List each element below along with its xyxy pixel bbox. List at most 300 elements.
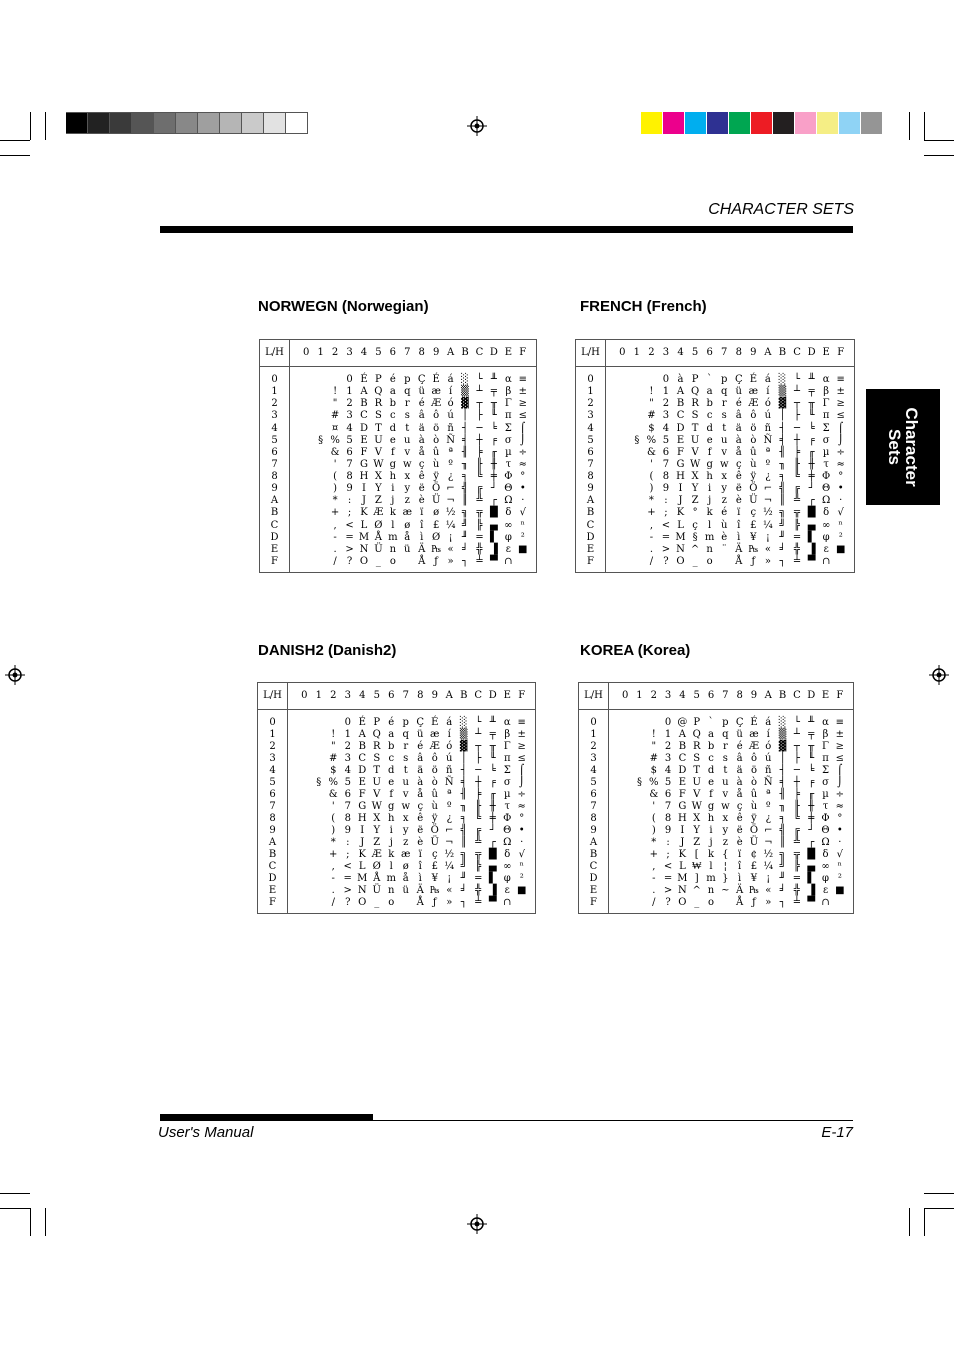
char-cell: δ [822, 849, 829, 860]
column-header: 2 [331, 347, 339, 358]
table-corner-label: L/H [258, 683, 288, 709]
table-corner-label: L/H [260, 340, 290, 366]
char-cell: 7 [662, 458, 670, 470]
char-cell: ± [836, 386, 845, 398]
char-cell: ╬ [793, 885, 800, 896]
char-cell: Å [418, 555, 426, 567]
column-header: 4 [677, 347, 684, 358]
char-cell: G [678, 801, 687, 812]
char-cell: + [330, 507, 340, 519]
char-cell: â [417, 753, 424, 764]
side-tab-label-line1: Character [902, 407, 921, 487]
char-cell: & [330, 446, 340, 458]
char-cell: ƒ [751, 555, 756, 567]
char-cell: 2 [344, 741, 351, 752]
char-cell: + [647, 507, 656, 519]
char-cell: â [736, 753, 743, 764]
char-cell: ° [519, 813, 525, 824]
char-cell: ╛ [460, 885, 467, 896]
char-cell: ¡ [765, 531, 770, 543]
row-header: 7 [269, 801, 276, 812]
char-cell: 6 [344, 789, 351, 800]
char-cell: ╖ [779, 801, 786, 812]
char-cell: ░ [459, 717, 468, 728]
char-cell: : [347, 495, 352, 507]
char-cell: R [374, 398, 383, 410]
header-rule [160, 226, 853, 233]
char-cell: ╩ [475, 837, 482, 848]
char-cell: ═ [793, 873, 800, 884]
calibration-swatch [685, 112, 707, 134]
column-header: A [445, 690, 453, 701]
char-cell: ║ [460, 837, 467, 848]
char-cell: ⌠ [520, 422, 526, 434]
char-cell: T [691, 422, 699, 434]
crop-mark [924, 1193, 954, 1194]
char-cell: E [358, 777, 366, 788]
row-header: B [270, 507, 279, 519]
char-cell: ╖ [460, 801, 467, 812]
char-cell: M [358, 531, 370, 543]
char-cell: ╚ [475, 813, 482, 824]
char-cell: ë [736, 825, 743, 836]
char-cell: τ [504, 801, 511, 812]
char-cell: ç [692, 519, 698, 531]
char-cell: y [721, 483, 728, 495]
char-cell: █ [490, 507, 498, 519]
char-cell: < [663, 861, 673, 872]
char-cell: ▓ [778, 398, 787, 410]
char-cell: ú [764, 410, 772, 422]
char-cell: Ø [432, 531, 441, 543]
char-cell: í [447, 729, 451, 740]
char-cell: Ü [374, 543, 383, 555]
char-cell: N [678, 885, 687, 896]
char-cell: ╫ [489, 801, 496, 812]
char-cell: r [403, 741, 409, 752]
char-cell: · [521, 495, 525, 507]
char-cell: ╗ [779, 849, 786, 860]
char-cell: │ [779, 410, 786, 422]
char-cell: p [721, 374, 728, 385]
char-cell: ┘ [489, 825, 496, 836]
char-cell: X [374, 471, 382, 482]
char-cell: ▒ [778, 729, 787, 740]
row-header: 6 [269, 789, 276, 800]
char-cell: 5 [344, 777, 351, 788]
char-cell: 7 [664, 801, 672, 812]
char-cell: = [661, 531, 671, 543]
char-cell: ç [736, 801, 743, 812]
char-cell: ê [417, 813, 424, 824]
row-header: 0 [269, 717, 276, 728]
char-cell: O [678, 897, 687, 908]
char-cell: 1 [664, 729, 672, 740]
char-cell: ¦ [723, 861, 728, 872]
char-cell: " [330, 741, 336, 752]
char-cell: # [647, 410, 656, 422]
row-header: 0 [587, 374, 594, 385]
row-header: C [270, 519, 279, 531]
char-cell: │ [462, 410, 469, 422]
char-cell: 0 [344, 717, 351, 728]
column-header: 5 [375, 347, 382, 358]
char-cell: } [722, 873, 729, 884]
char-cell: ¼ [445, 519, 456, 531]
char-cell: S [691, 410, 699, 422]
char-cell: ó [447, 398, 454, 410]
section-side-tab [866, 389, 940, 505]
calibration-swatch [132, 112, 154, 134]
char-cell: # [649, 753, 658, 764]
row-header: E [589, 885, 598, 896]
char-cell: L [360, 519, 368, 531]
char-cell: ? [665, 897, 671, 908]
char-cell: ╟ [794, 458, 801, 470]
char-cell: p [404, 374, 411, 385]
row-header: B [589, 849, 598, 860]
char-cell: σ [822, 434, 830, 446]
column-header: B [778, 690, 787, 701]
column-header: 0 [301, 690, 308, 701]
char-cell: ° [837, 813, 843, 824]
char-cell: 2 [664, 741, 672, 752]
char-cell: ╖ [779, 458, 786, 470]
char-cell: w [719, 458, 729, 470]
char-cell: ╠ [475, 861, 482, 872]
row-header: D [589, 873, 598, 884]
crop-mark [0, 1208, 30, 1209]
char-cell: m [706, 873, 716, 884]
char-cell: ä [736, 765, 743, 776]
char-cell: ╥ [808, 741, 815, 752]
char-cell: ⌐ [764, 825, 773, 836]
char-cell: w [401, 801, 411, 812]
char-cell: 5 [662, 434, 670, 446]
char-cell: à [736, 777, 743, 788]
char-cell: è [736, 837, 743, 848]
char-cell: G [359, 458, 368, 470]
char-cell: > [661, 543, 671, 555]
row-header: 2 [587, 398, 594, 410]
char-cell: S [373, 753, 381, 764]
char-cell: µ [505, 446, 512, 458]
char-cell: N [359, 543, 369, 555]
char-cell: 0 [346, 374, 353, 385]
char-cell: U [372, 777, 381, 788]
char-cell: ╤ [489, 729, 496, 740]
char-cell: q [722, 729, 729, 740]
char-cell: à [418, 434, 425, 446]
char-cell: y [722, 825, 729, 836]
crop-mark [909, 112, 910, 140]
char-cell: & [328, 789, 338, 800]
row-header: A [268, 837, 277, 848]
char-cell: φ [503, 873, 511, 884]
char-cell: ╕ [779, 813, 786, 824]
char-cell: : [346, 837, 350, 848]
char-cell: ¥ [750, 873, 758, 884]
char-cell: Θ [822, 483, 831, 495]
char-cell: ( [649, 471, 654, 482]
char-cell: # [329, 753, 338, 764]
char-cell: ┬ [475, 741, 482, 752]
char-cell: Ç [735, 717, 744, 728]
char-cell: - [649, 531, 654, 543]
column-header: F [519, 347, 527, 358]
char-cell: [ [694, 849, 699, 860]
char-cell: I [678, 483, 683, 495]
crop-mark [0, 1193, 30, 1194]
char-cell: ò [433, 434, 440, 446]
char-cell: ╦ [793, 849, 800, 860]
char-cell: ┌ [808, 837, 815, 848]
char-cell: Ü [431, 495, 441, 507]
char-cell: ª [448, 446, 453, 458]
char-cell: ¬ [764, 837, 773, 848]
column-header: F [518, 690, 526, 701]
char-cell: ═ [476, 531, 483, 543]
char-cell: √ [519, 507, 526, 519]
char-cell: % [646, 434, 657, 446]
column-header: D [807, 690, 816, 701]
char-cell: F [358, 789, 366, 800]
char-cell: ⌐ [763, 483, 773, 495]
row-header: 9 [271, 483, 278, 495]
char-cell: Ω [504, 495, 513, 507]
char-cell: â [418, 410, 425, 422]
char-cell: ¬ [445, 837, 454, 848]
char-cell: é [418, 398, 425, 410]
char-cell: P [375, 374, 382, 385]
char-cell: ) [651, 825, 656, 836]
char-cell: ╪ [489, 813, 496, 824]
char-cell: J [680, 837, 685, 848]
char-cell: l [391, 519, 395, 531]
char-cell: ■ [835, 885, 845, 896]
char-cell: ├ [794, 410, 801, 422]
char-cell: ∩ [503, 897, 512, 908]
char-cell: î [738, 861, 742, 872]
char-cell: Ö [430, 825, 439, 836]
char-cell: 1 [346, 386, 353, 398]
char-cell: Y [693, 825, 701, 836]
char-cell: π [822, 410, 830, 422]
calibration-swatch [641, 112, 663, 134]
char-cell: ╒ [808, 434, 815, 446]
char-cell: Å [374, 531, 383, 543]
char-cell: ε [505, 543, 511, 555]
char-cell: Ø [372, 861, 381, 872]
char-cell: Ω [503, 837, 512, 848]
char-cell: L [679, 861, 686, 872]
char-cell: ≡ [518, 374, 527, 385]
char-cell: I [680, 825, 685, 836]
char-cell: ñ [764, 422, 772, 434]
char-cell: ÷ [518, 446, 527, 458]
row-header: B [268, 849, 277, 860]
char-cell: { [722, 849, 729, 860]
char-cell: Ö [749, 825, 759, 836]
char-cell: h [388, 813, 395, 824]
charset-table-french [575, 339, 855, 573]
column-header: A [764, 690, 772, 701]
char-cell: æ [430, 729, 440, 740]
char-cell: i [708, 483, 712, 495]
char-cell: $ [330, 765, 337, 776]
char-cell: b [389, 398, 397, 410]
column-header: 7 [722, 690, 729, 701]
char-cell: ≈ [517, 801, 526, 812]
char-cell: ⌐ [445, 825, 454, 836]
char-cell: » [446, 897, 453, 908]
char-cell: » [764, 555, 771, 567]
char-cell: ¼ [763, 861, 774, 872]
char-cell: u [404, 434, 411, 446]
char-cell: i [391, 483, 395, 495]
char-cell: ù [750, 458, 757, 470]
char-cell: « [447, 543, 454, 555]
char-cell: f [390, 446, 395, 458]
calibration-swatch [264, 112, 286, 134]
char-cell: ╟ [793, 801, 800, 812]
char-cell: ; [346, 849, 350, 860]
column-header: 9 [750, 690, 758, 701]
char-cell: f [389, 789, 394, 800]
char-cell: ø [402, 861, 409, 872]
char-cell: _ [374, 897, 380, 908]
char-cell: ╛ [779, 543, 786, 555]
calibration-swatch [751, 112, 773, 134]
char-cell: S [693, 753, 701, 764]
char-cell: ╠ [793, 861, 800, 872]
char-cell: ç [417, 801, 424, 812]
char-cell: W [371, 801, 382, 812]
char-cell: j [709, 837, 713, 848]
row-header-column [579, 709, 609, 913]
char-cell: ' [333, 458, 337, 470]
char-cell: ƒ [432, 897, 437, 908]
char-cell: e [388, 777, 395, 788]
char-cell: f [709, 789, 713, 800]
char-cell: U [690, 434, 700, 446]
char-cell: U [692, 777, 701, 788]
char-cell: ╩ [793, 837, 800, 848]
char-cell: 4 [344, 765, 351, 776]
char-cell: ╣ [462, 483, 469, 495]
char-cell: ┤ [779, 765, 786, 776]
char-cell: π [503, 753, 511, 764]
char-cell: ] [694, 873, 699, 884]
char-cell: ╠ [794, 519, 801, 531]
char-cell: ║ [779, 837, 786, 848]
column-header: 3 [344, 690, 351, 701]
column-header: B [778, 347, 787, 358]
row-header: 7 [271, 458, 278, 470]
char-cell: É [432, 374, 440, 385]
char-cell: ì [420, 531, 424, 543]
char-cell: ≡ [835, 717, 845, 728]
char-cell: X [693, 813, 701, 824]
char-cell: P [693, 717, 701, 728]
char-cell: J [361, 495, 366, 507]
char-cell: u [720, 434, 728, 446]
char-cell: T [693, 765, 701, 776]
char-cell: * [330, 837, 336, 848]
char-cell: x [721, 471, 728, 482]
char-cell: ┐ [460, 897, 467, 908]
char-cell: t [403, 765, 408, 776]
char-cell: π [822, 753, 829, 764]
char-cell: ╗ [462, 507, 469, 519]
char-cell: § [636, 777, 642, 788]
char-cell: • [836, 825, 843, 836]
char-cell: ï [737, 507, 741, 519]
crop-mark [924, 140, 954, 141]
calibration-swatch [773, 112, 795, 134]
char-cell: ù [432, 458, 440, 470]
char-cell: ╬ [794, 543, 801, 555]
row-header: 4 [587, 422, 594, 434]
char-cell: ╞ [475, 789, 482, 800]
char-cell: k [706, 507, 713, 519]
char-cell: ╡ [779, 434, 786, 446]
char-cell: ╨ [808, 717, 815, 728]
char-cell: á [765, 717, 772, 728]
column-header: C [793, 690, 801, 701]
char-cell: ╕ [462, 471, 469, 482]
char-cell: ▌ [490, 531, 498, 543]
calibration-swatch [198, 112, 220, 134]
char-cell: å [735, 446, 742, 458]
char-cell: ù [750, 801, 758, 812]
char-cell: Γ [503, 741, 511, 752]
char-cell: ° [692, 507, 698, 519]
char-cell: à [735, 434, 742, 446]
char-cell: ò [431, 777, 438, 788]
char-cell: D [676, 422, 685, 434]
char-cell: ± [835, 729, 845, 740]
char-cell: Ä [416, 885, 424, 896]
char-cell: ╓ [808, 789, 815, 800]
char-cell: ° [520, 471, 526, 482]
char-cell: r [722, 741, 728, 752]
char-cell: ÿ [431, 813, 438, 824]
column-header: B [461, 347, 469, 358]
char-cell: ╪ [490, 471, 497, 482]
char-cell: ï [738, 849, 742, 860]
char-cell: ∩ [821, 555, 831, 567]
char-cell: t [722, 422, 727, 434]
char-cell: s [403, 753, 409, 764]
char-cell: ó [446, 741, 453, 752]
char-cell: ╝ [779, 519, 786, 531]
char-cell: ε [504, 885, 510, 896]
char-cell: ┴ [793, 729, 800, 740]
char-cell: ╨ [808, 374, 815, 385]
row-header: 0 [590, 717, 597, 728]
char-cell: C [678, 753, 687, 764]
char-cell: ≤ [835, 753, 845, 764]
row-header: F [587, 555, 594, 567]
char-cell: ╙ [808, 410, 815, 422]
char-cell: ÷ [835, 789, 845, 800]
char-cell: ë [417, 825, 424, 836]
column-header: 5 [691, 347, 699, 358]
char-cell: A [360, 386, 368, 398]
char-cell: R [691, 398, 699, 410]
char-cell: ç [750, 507, 757, 519]
